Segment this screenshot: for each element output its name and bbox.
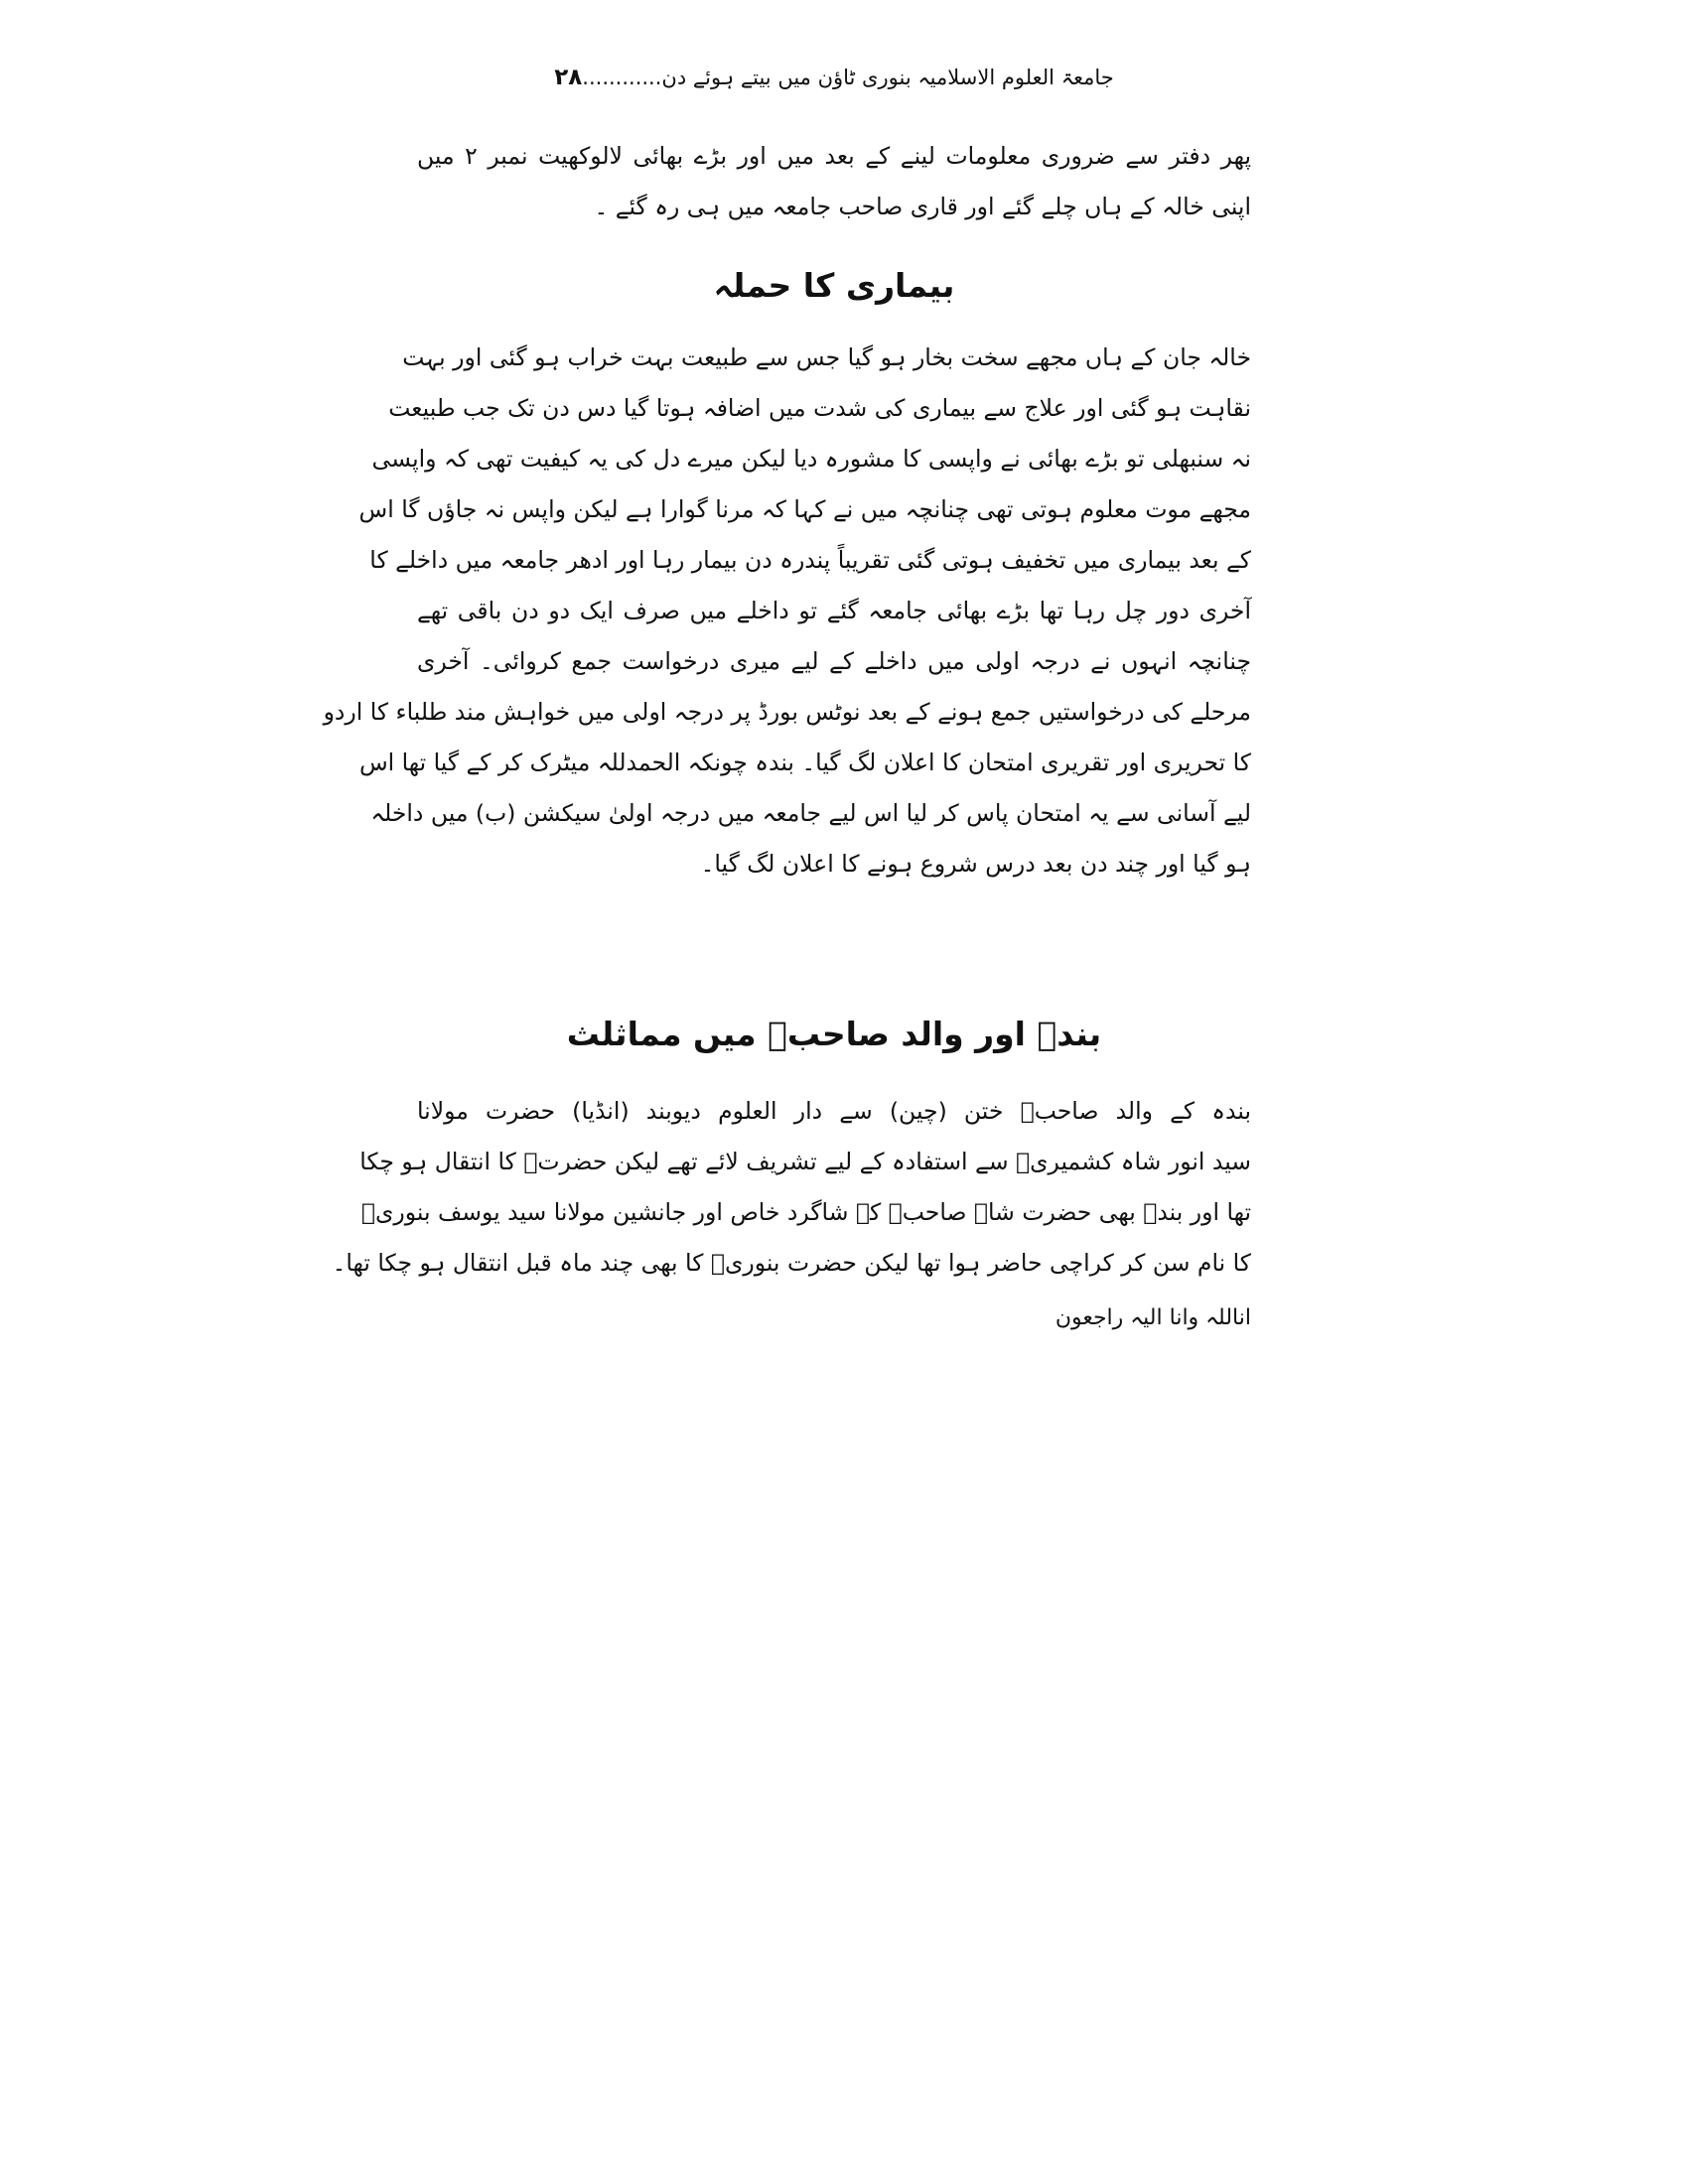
- paragraph-line: آخری دور چل رہا تھا بڑے بھائی جامعہ گئے تو داخلے میں صرف ایک دو دن باقی تھے: [417, 597, 1251, 624]
- paragraph-line: خالہ جان کے ہاں مجھے سخت بخار ہو گیا جس سے طبیعت بہت خراب ہو گئی اور بہت: [402, 343, 1251, 371]
- paragraph-line: لیے آسانی سے یہ امتحان پاس کر لیا اس لیے جامعہ میں درجہ اولیٰ سیکشن (ب) میں داخلہ: [370, 799, 1251, 827]
- paragraph-line: بندہ کے والد صاحبؒ ختن (چین) سے دار العلوم دیوبند (انڈیا) حضرت مولانا: [417, 1097, 1251, 1125]
- illness-paragraph: [323, 333, 1251, 889]
- paragraph-line: کا نام سن کر کراچی حاضر ہوا تھا لیکن حضرت بنوریؒ کا بھی چند ماہ قبل انتقال ہو چکا تھا۔: [332, 1249, 1251, 1277]
- header-dots: ............: [582, 66, 662, 89]
- paragraph-line: مجھے موت معلوم ہوتی تھی چنانچہ میں نے کہا کہ مرنا گوارا ہے لیکن واپس نہ جاؤں گا اس: [358, 495, 1251, 523]
- running-header: [417, 58, 1251, 97]
- paragraph-line: مرحلے کی درخواستیں جمع ہونے کے بعد نوٹس بورڈ پر درجہ اولی میں خواہش مند طلباء کا اردو: [323, 698, 1251, 726]
- paragraph-line: نقاہت ہو گئی اور علاج سے بیماری کی شدت میں اضافہ ہوتا گیا دس دن تک جب طبیعت: [388, 394, 1251, 422]
- paragraph-line: کے بعد بیماری میں تخفیف ہوتی گئی تقریباً پندرہ دن بیمار رہا اور ادھر جامعہ میں داخلے کا: [369, 546, 1251, 574]
- paragraph-line: پھر دفتر سے ضروری معلومات لینے کے بعد میں اور بڑے بھائی لالوکھیت نمبر ۲ میں: [417, 142, 1251, 170]
- intro-paragraph: [417, 131, 1251, 232]
- paragraph-line: کا تحریری اور تقریری امتحان کا اعلان لگ گیا۔ بندہ چونکہ الحمدللہ میٹرک کر کے گیا تھا اس: [358, 749, 1251, 776]
- similarity-paragraph: [332, 1086, 1251, 1289]
- section-heading-similarity: بندہ اور والد صاحبؒ میں مماثلث: [566, 1015, 1102, 1053]
- section-heading-illness: بیماری کا حملہ: [713, 266, 955, 305]
- paragraph-line: نہ سنبھلی تو بڑے بھائی نے واپسی کا مشورہ دیا لیکن میرے دل کی یہ کیفیت تھی کہ واپسی: [371, 445, 1251, 473]
- closing-phrase: اناللہ وانا الیہ راجعون: [1055, 1305, 1251, 1330]
- paragraph-line: ہو گیا اور چند دن بعد درس شروع ہونے کا اعلان لگ گیا۔: [700, 850, 1251, 878]
- paragraph-line: اپنی خالہ کے ہاں چلے گئے اور قاری صاحب جامعہ میں ہی رہ گئے ۔: [594, 193, 1251, 220]
- paragraph-line: تھا اور بندہ بھی حضرت شاہ صاحبؒ کے شاگرد خاص اور جانشین مولانا سید یوسف بنوریؒ: [360, 1198, 1251, 1226]
- paragraph-line: سید انور شاہ کشمیریؒ سے استفادہ کے لیے تشریف لائے تھے لیکن حضرتؒ کا انتقال ہو چکا: [359, 1148, 1251, 1175]
- header-title: جامعۃ العلوم الاسلامیہ بنوری ٹاؤن میں بیتے ہوئے دن: [661, 66, 1114, 89]
- page-number: ۲۸: [554, 65, 583, 90]
- paragraph-line: چنانچہ انہوں نے درجہ اولی میں داخلے کے لیے میری درخواست جمع کروائی۔ آخری: [417, 647, 1251, 675]
